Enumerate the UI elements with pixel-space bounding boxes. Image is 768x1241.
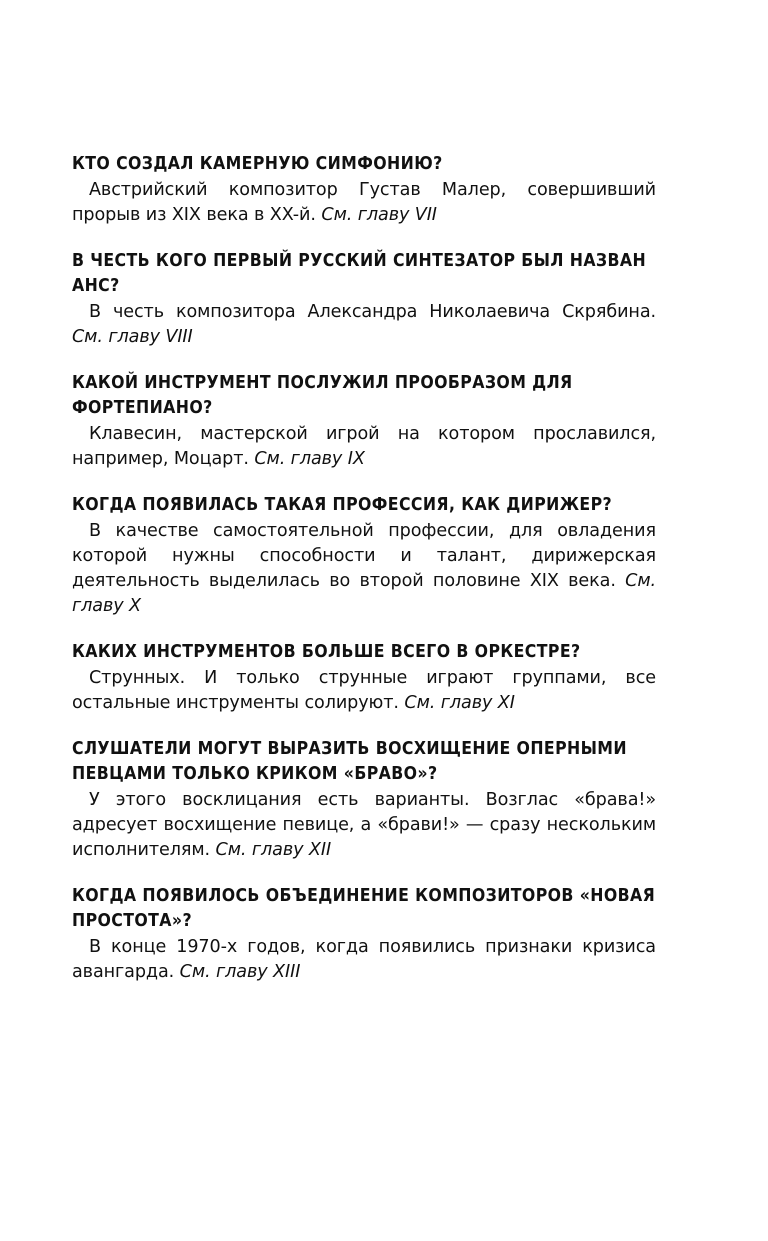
answer-body: В качестве самостоятельной профессии, для овладения которой нужны способности и талант, дирижерская деятельность выделилась во второй половине XIX века. — [72, 521, 656, 591]
question-heading: КАКИХ ИНСТРУМЕНТОВ БОЛЬШЕ ВСЕГО В ОРКЕСТРЕ? — [72, 642, 581, 662]
answer-text — [72, 519, 656, 619]
answer-body: Струнных. И только струнные играют группами, все остальные инструменты солируют. — [72, 668, 656, 713]
question-heading: КАКОЙ ИНСТРУМЕНТ ПОСЛУЖИЛ ПРООБРАЗОМ ДЛЯ ФОРТЕПИАНО? — [72, 373, 573, 418]
answer-text — [72, 788, 656, 863]
document-page — [72, 152, 656, 1006]
chapter-reference: См. главу IX — [254, 449, 365, 469]
qa-item — [72, 493, 656, 619]
question-heading: КТО СОЗДАЛ КАМЕРНУЮ СИМФОНИЮ? — [72, 154, 443, 174]
chapter-reference: См. главу XI — [404, 693, 515, 713]
chapter-reference: См. главу XII — [215, 840, 332, 860]
qa-item — [72, 371, 656, 472]
answer-text — [72, 178, 656, 228]
chapter-reference: См. главу VIII — [72, 327, 193, 347]
question-heading: КОГДА ПОЯВИЛАСЬ ТАКАЯ ПРОФЕССИЯ, КАК ДИРИЖЕР? — [72, 495, 613, 515]
answer-text — [72, 422, 656, 472]
answer-text — [72, 666, 656, 716]
qa-item — [72, 884, 656, 985]
answer-body: В честь композитора Александра Николаевича Скрябина. — [89, 302, 656, 322]
question-heading: КОГДА ПОЯВИЛОСЬ ОБЪЕДИНЕНИЕ КОМПОЗИТОРОВ «НОВАЯ ПРОСТОТА»? — [72, 886, 656, 931]
answer-text — [72, 935, 656, 985]
answer-text — [72, 300, 656, 350]
chapter-reference: См. главу VII — [321, 205, 437, 225]
answer-body: Австрийский композитор Густав Малер, совершивший прорыв из XIX века в XX-й. — [72, 180, 656, 225]
answer-body: Клавесин, мастерской игрой на котором прославился, например, Моцарт. — [72, 424, 656, 469]
answer-body: У этого восклицания есть варианты. Возглас «брава!» адресует восхищение певице, а «брави!» — сразу нескольким исполнителям. — [72, 790, 656, 860]
question-heading: СЛУШАТЕЛИ МОГУТ ВЫРАЗИТЬ ВОСХИЩЕНИЕ ОПЕРНЫМИ ПЕВЦАМИ ТОЛЬКО КРИКОМ «БРАВО»? — [72, 739, 627, 784]
qa-item — [72, 152, 656, 228]
qa-item — [72, 249, 656, 350]
qa-item — [72, 737, 656, 863]
chapter-reference: См. главу XIII — [179, 962, 301, 982]
chapter-reference: См. главу X — [72, 571, 656, 616]
answer-body: В конце 1970-х годов, когда появились признаки кризиса авангарда. — [72, 937, 656, 982]
question-heading: В ЧЕСТЬ КОГО ПЕРВЫЙ РУССКИЙ СИНТЕЗАТОР БЫЛ НАЗВАН АНС? — [72, 251, 647, 296]
qa-item — [72, 640, 656, 716]
